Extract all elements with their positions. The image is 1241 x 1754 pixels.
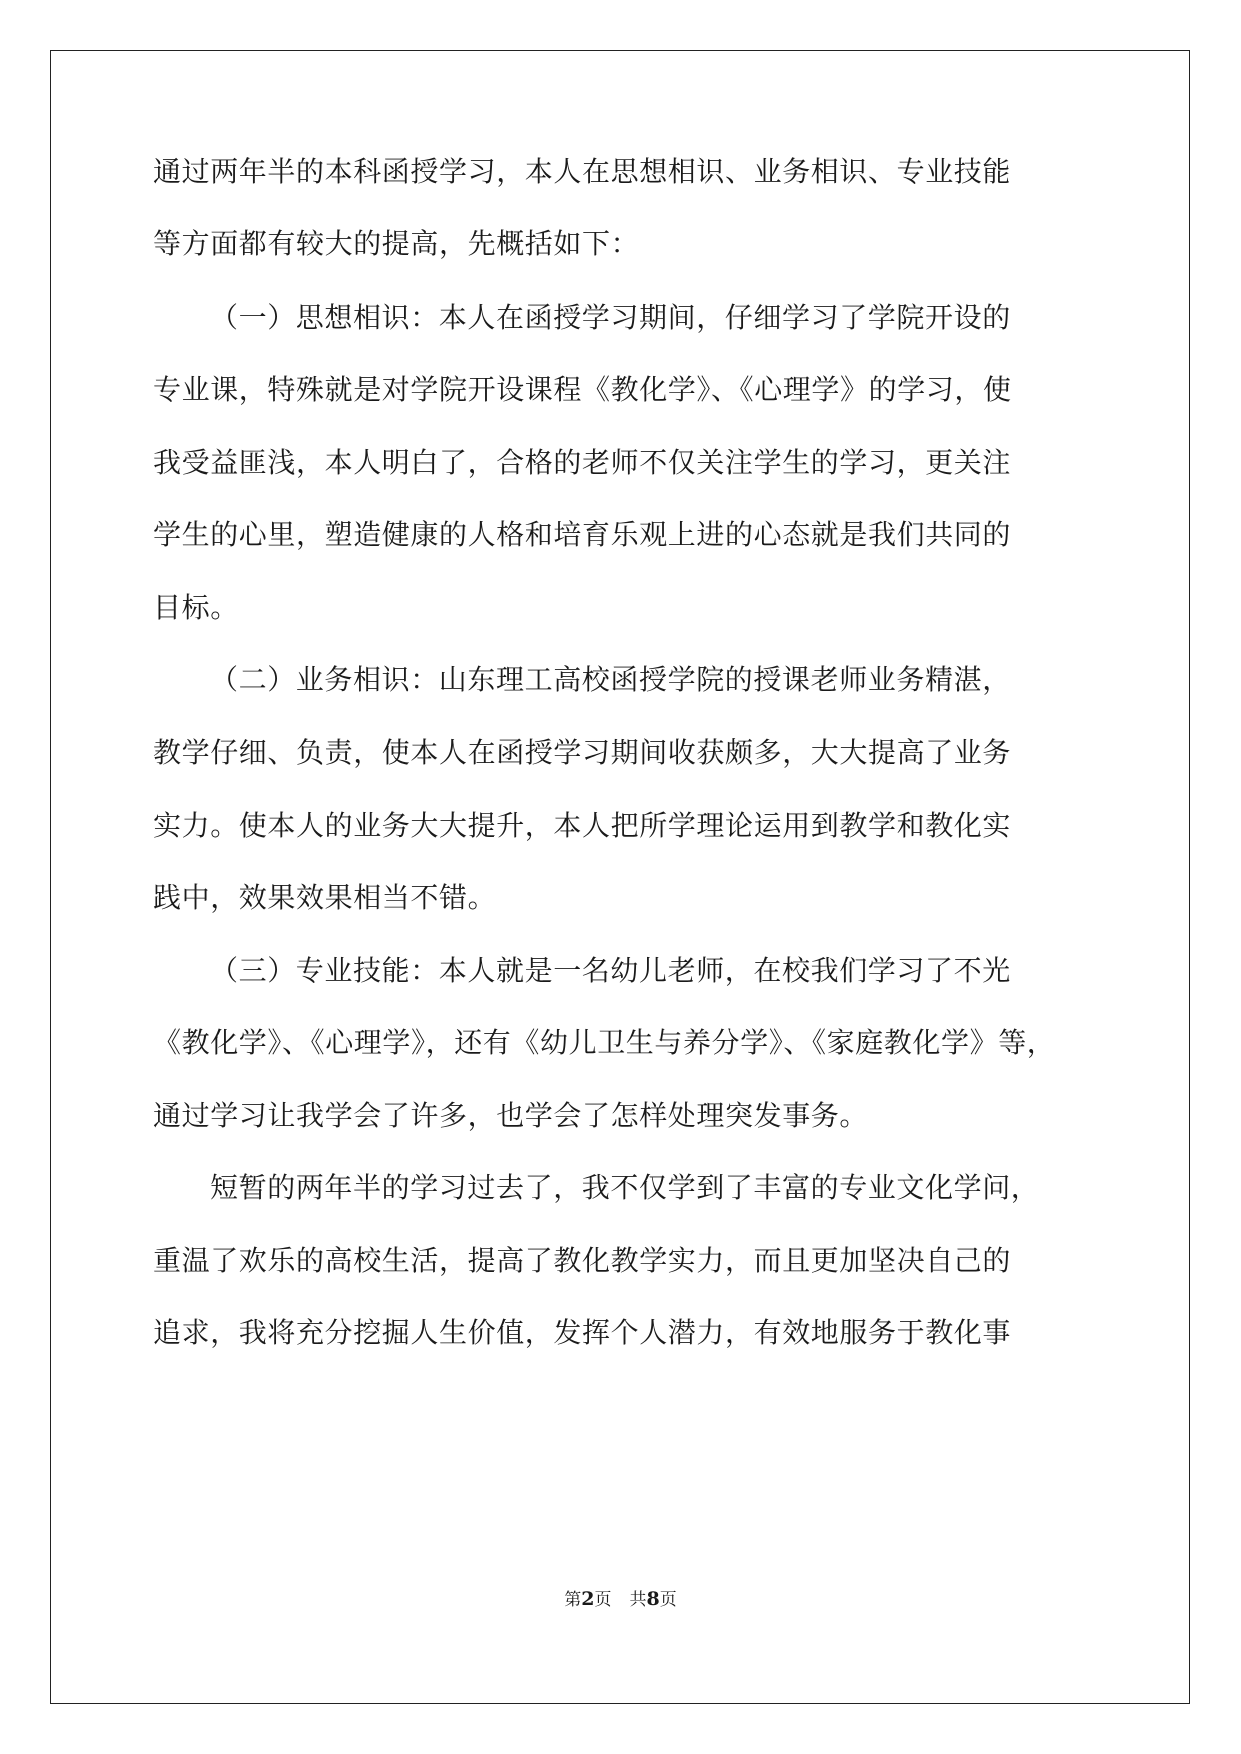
text-line: 等方面都有较大的提高，先概括如下： <box>153 227 640 260</box>
text-line: 追求，我将充分挖掘人生价值，发挥个人潜力，有效地服务于教化事 <box>153 1316 1012 1349</box>
text-line: 学生的心里，塑造健康的人格和培育乐观上进的心态就是我们共同的 <box>153 518 1012 551</box>
text-line: 实力。使本人的业务大大提升，本人把所学理论运用到教学和教化实 <box>153 809 1012 842</box>
text-line: 我受益匪浅，本人明白了，合格的老师不仅关注学生的学习，更关注 <box>153 446 1012 479</box>
text-line: 重温了欢乐的高校生活，提高了教化教学实力，而且更加坚决自己的 <box>153 1244 1012 1277</box>
footer-page-unit: 页 <box>594 1590 612 1610</box>
text-line: （三）专业技能：本人就是一名幼儿老师，在校我们学习了不光 <box>210 954 1011 987</box>
total-page-count: 8 <box>646 1588 660 1610</box>
text-line: 专业课，特殊就是对学院开设课程《教化学》、《心理学》的学习，使 <box>153 373 1012 406</box>
text-line: 教学仔细、负责，使本人在函授学习期间收获颇多，大大提高了业务 <box>153 736 1012 769</box>
text-line: 《教化学》、《心理学》，还有《幼儿卫生与养分学》、《家庭教化学》等， <box>153 1026 1056 1059</box>
text-line: 目标。 <box>153 591 239 624</box>
text-line: 通过两年半的本科函授学习，本人在思想相识、业务相识、专业技能 <box>153 155 1012 188</box>
text-line: 短暂的两年半的学习过去了，我不仅学到了丰富的专业文化学问， <box>210 1171 1040 1204</box>
text-line: 践中，效果效果相当不错。 <box>153 881 497 914</box>
page-footer <box>0 1588 1241 1611</box>
footer-prefix: 第 <box>564 1590 582 1610</box>
text-line: 通过学习让我学会了许多，也学会了怎样处理突发事务。 <box>153 1099 869 1132</box>
footer-total-unit: 页 <box>659 1590 677 1610</box>
footer-total-prefix: 共 <box>629 1590 647 1610</box>
current-page-number: 2 <box>581 1588 595 1610</box>
text-line: （二）业务相识：山东理工高校函授学院的授课老师业务精湛， <box>210 663 1011 696</box>
text-line: （一）思想相识：本人在函授学习期间，仔细学习了学院开设的 <box>210 301 1011 334</box>
